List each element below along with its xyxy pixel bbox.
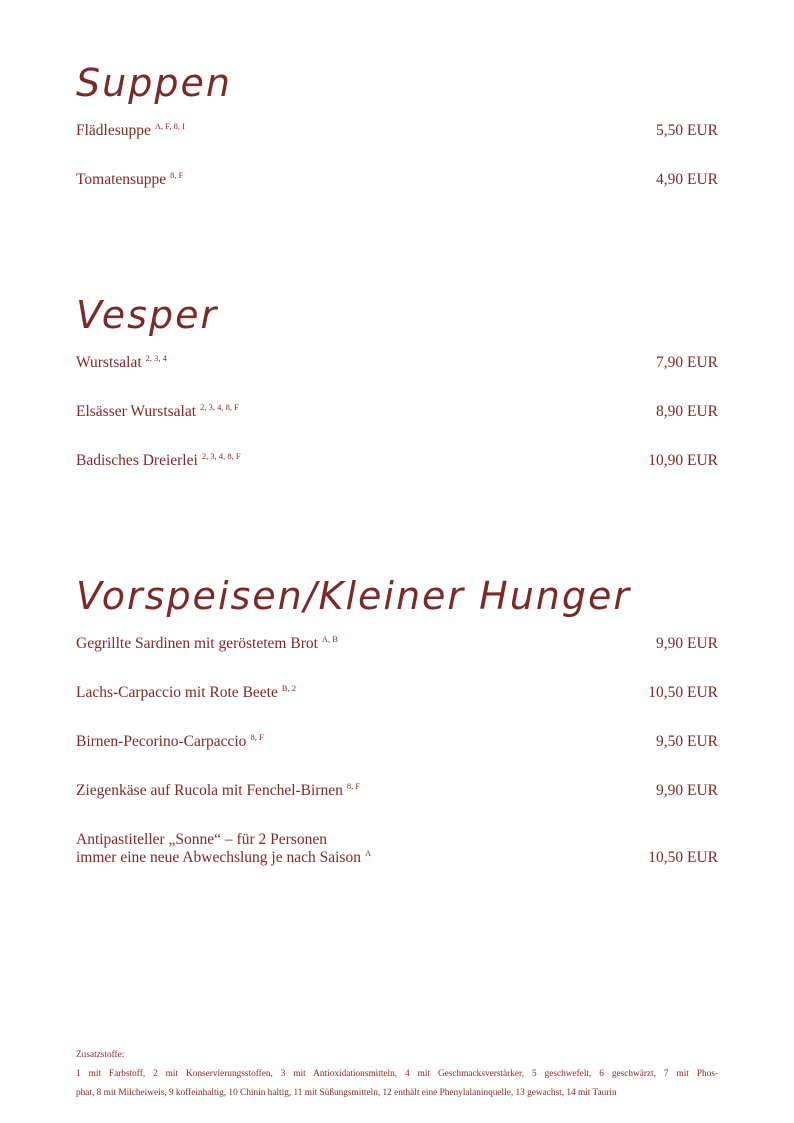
item-additives: 2, 3, 4 bbox=[145, 352, 167, 363]
item-price: 10,90 EUR bbox=[648, 452, 718, 469]
item-additives: B, 2 bbox=[281, 682, 297, 693]
item-price: 10,50 EUR bbox=[648, 849, 718, 866]
menu-item bbox=[76, 831, 718, 867]
item-price: 7,90 EUR bbox=[656, 354, 718, 371]
additives-legend bbox=[76, 1046, 718, 1103]
item-additives: A bbox=[364, 847, 372, 858]
section-title: Suppen bbox=[76, 61, 232, 105]
item-name: Badisches Dreierlei bbox=[76, 452, 198, 469]
menu-item bbox=[76, 403, 718, 421]
item-name: Wurstsalat bbox=[76, 354, 142, 371]
item-price: 5,50 EUR bbox=[656, 122, 718, 139]
additives-text: 1 mit Farbstoff, 2 mit Konservierungsstoffen, 3 mit Antioxidationsmitteln, 4 mit Geschmacksverstärker, 5 geschwefelt, 6 geschwärzt, 7 mit Phos- bbox=[76, 1069, 718, 1079]
additives-heading: Zusatzstoffe: bbox=[76, 1050, 125, 1060]
item-price: 9,90 EUR bbox=[656, 635, 718, 652]
item-name: Lachs-Carpaccio mit Rote Beete bbox=[76, 684, 278, 701]
item-additives: 2, 3, 4, 8, F bbox=[201, 450, 241, 461]
item-price: 4,90 EUR bbox=[656, 171, 718, 188]
menu-item bbox=[76, 684, 718, 702]
item-name: Ziegenkäse auf Rucola mit Fenchel-Birnen bbox=[76, 782, 343, 799]
menu-item bbox=[76, 452, 718, 470]
item-additives: A, F, 8, I bbox=[154, 120, 185, 131]
section-suppen bbox=[76, 61, 718, 189]
item-name: Tomatensuppe bbox=[76, 171, 167, 188]
item-name: Gegrillte Sardinen mit geröstetem Brot bbox=[76, 635, 318, 652]
section-vesper bbox=[76, 293, 718, 470]
additives-text-line2: phat, 8 mit Milcheiweis, 9 koffeinhaltig, 10 Chinin haltig, 11 mit Süßungsmitteln, 12 enthält eine Phenylalaninquelle, 13 gewachst, 14 mit Taurin bbox=[76, 1088, 617, 1098]
item-name: Elsässer Wurstsalat bbox=[76, 403, 197, 420]
menu-item bbox=[76, 354, 718, 372]
item-description: immer eine neue Abwechslung je nach Saison bbox=[76, 849, 361, 866]
item-name: Flädlesuppe bbox=[76, 122, 151, 139]
item-additives: 8, F bbox=[346, 780, 361, 791]
item-price: 8,90 EUR bbox=[656, 403, 718, 420]
menu-item bbox=[76, 733, 718, 751]
item-additives: A, B bbox=[321, 633, 338, 644]
section-title: Vesper bbox=[76, 293, 219, 337]
item-price: 9,90 EUR bbox=[656, 782, 718, 799]
menu-item bbox=[76, 635, 718, 653]
item-additives: 8, F bbox=[170, 169, 184, 180]
item-name: Birnen-Pecorino-Carpaccio bbox=[76, 733, 247, 750]
menu-item bbox=[76, 122, 718, 140]
item-price: 9,50 EUR bbox=[656, 733, 718, 750]
item-additives: 2, 3, 4, 8, F bbox=[200, 401, 239, 412]
section-vorspeisen bbox=[76, 574, 718, 867]
menu-item bbox=[76, 782, 718, 800]
item-additives: 8, F bbox=[250, 731, 264, 742]
menu-item bbox=[76, 171, 718, 189]
item-name: Antipastiteller „Sonne“ – für 2 Personen bbox=[76, 831, 327, 848]
section-title: Vorspeisen/Kleiner Hunger bbox=[76, 574, 632, 618]
item-price: 10,50 EUR bbox=[648, 684, 718, 701]
